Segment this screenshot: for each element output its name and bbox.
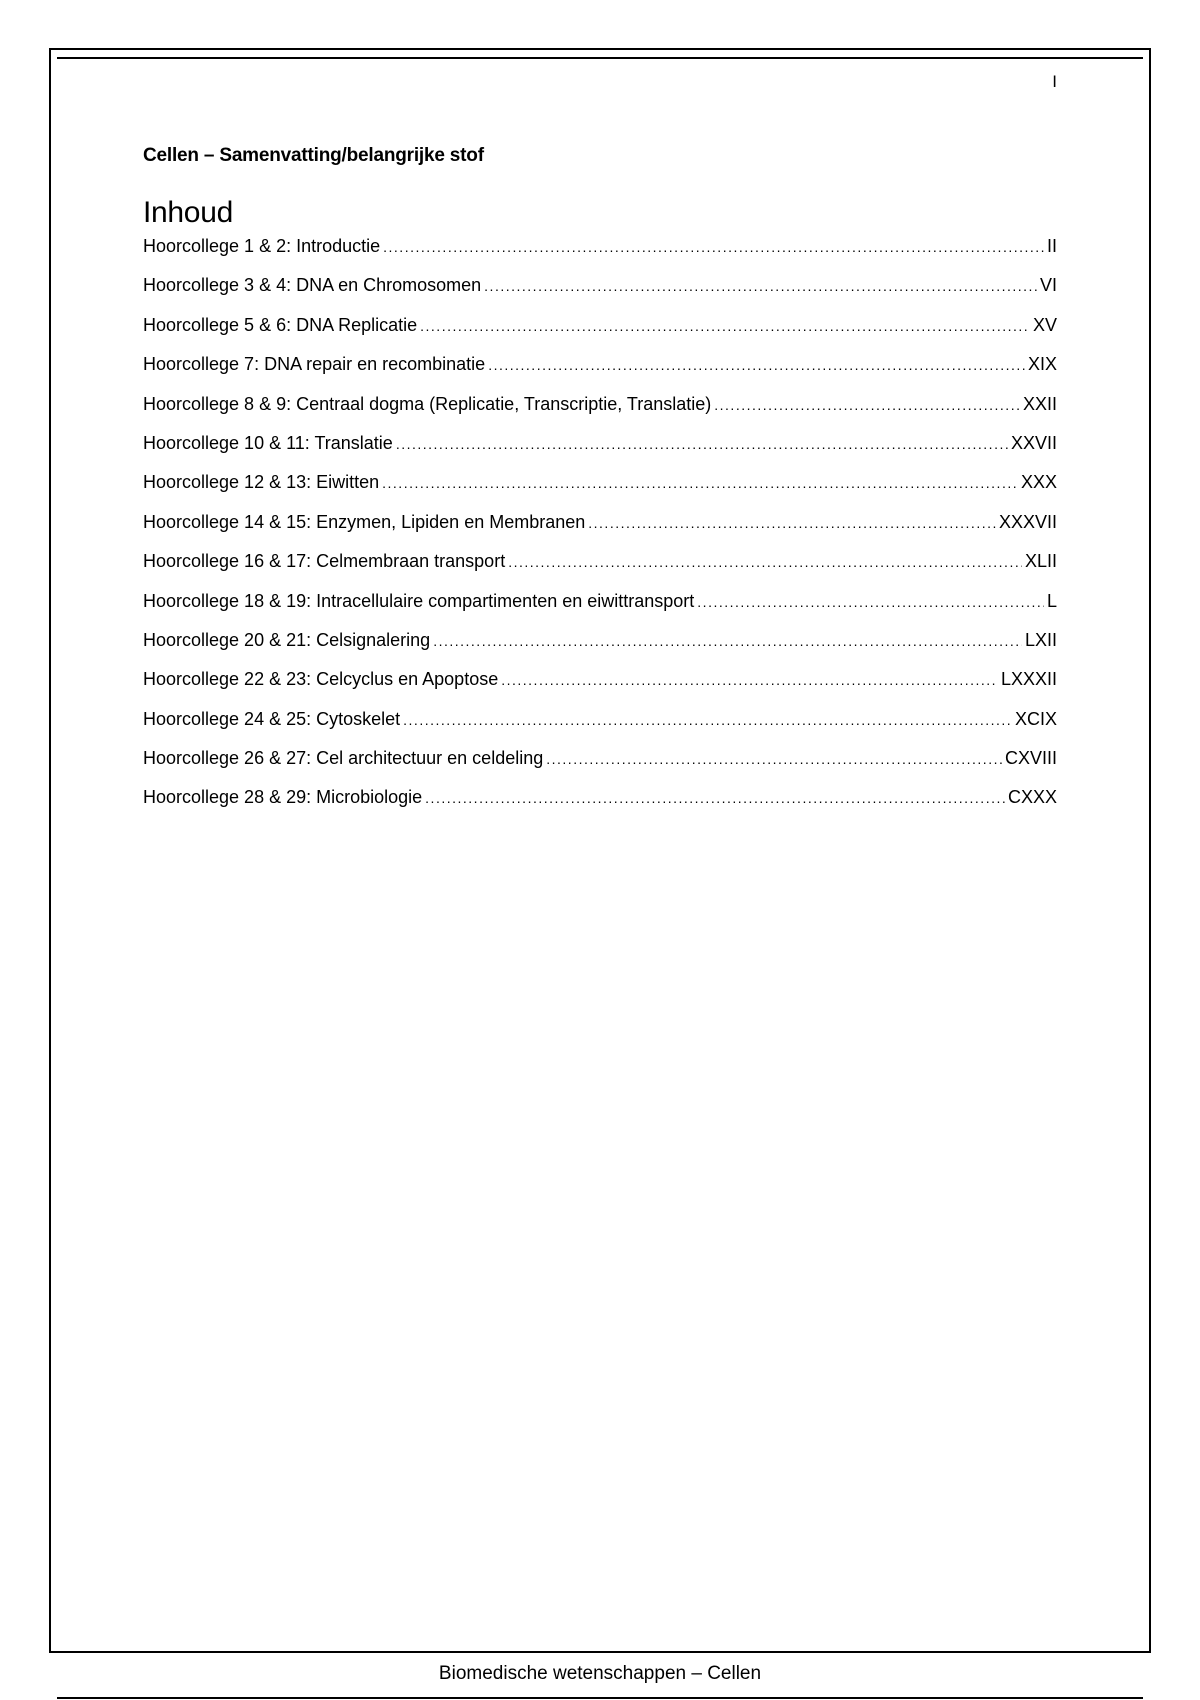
toc-entry-page: XXVII (1010, 432, 1057, 453)
toc-entry[interactable] (143, 551, 1057, 590)
toc-entry-label: Hoorcollege 7: DNA repair en recombinatie (143, 354, 486, 375)
header-rule (57, 57, 1143, 59)
table-of-contents (143, 236, 1057, 827)
toc-entry-page: VI (1039, 275, 1057, 296)
toc-entry[interactable] (143, 787, 1057, 826)
toc-entry[interactable] (143, 433, 1057, 472)
toc-entry-page: XLII (1024, 551, 1057, 572)
toc-entry-page: LXII (1024, 629, 1057, 650)
toc-entry[interactable] (143, 315, 1057, 354)
toc-dot-leader (488, 357, 1025, 373)
toc-dot-leader (403, 712, 1012, 728)
toc-dot-leader (383, 239, 1044, 255)
toc-dot-leader (508, 554, 1022, 570)
toc-dot-leader (588, 515, 996, 531)
toc-entry-label: Hoorcollege 12 & 13: Eiwitten (143, 472, 380, 493)
toc-entry-page: L (1046, 590, 1057, 611)
toc-entry[interactable] (143, 236, 1057, 275)
toc-entry-label: Hoorcollege 16 & 17: Celmembraan transport (143, 551, 506, 572)
toc-entry-label: Hoorcollege 14 & 15: Enzymen, Lipiden en Membranen (143, 511, 586, 532)
toc-entry-label: Hoorcollege 20 & 21: Celsignalering (143, 629, 431, 650)
toc-entry[interactable] (143, 472, 1057, 511)
toc-entry[interactable] (143, 354, 1057, 393)
toc-dot-leader (382, 475, 1018, 491)
document-title: Cellen – Samenvatting/belangrijke stof (143, 145, 484, 166)
toc-entry-page: XXII (1022, 393, 1057, 414)
toc-dot-leader (396, 436, 1008, 452)
toc-entry-page: II (1046, 236, 1057, 256)
toc-entry[interactable] (143, 709, 1057, 748)
page-number: I (1052, 72, 1057, 91)
toc-entry-page: XV (1032, 314, 1057, 335)
toc-entry-page: XXXVII (998, 511, 1057, 532)
toc-entry[interactable] (143, 512, 1057, 551)
toc-entry[interactable] (143, 591, 1057, 630)
toc-dot-leader (420, 318, 1030, 334)
toc-entry-label: Hoorcollege 24 & 25: Cytoskelet (143, 708, 401, 729)
toc-entry-label: Hoorcollege 10 & 11: Translatie (143, 432, 393, 453)
toc-heading: Inhoud (143, 196, 233, 229)
toc-entry-label: Hoorcollege 1 & 2: Introductie (143, 236, 381, 256)
page-footer: Biomedische wetenschappen – Cellen (438, 1663, 762, 1684)
toc-entry-label: Hoorcollege 5 & 6: DNA Replicatie (143, 314, 418, 335)
toc-entry-page: XXX (1020, 472, 1057, 493)
toc-entry-page: XIX (1027, 354, 1057, 375)
toc-entry-label: Hoorcollege 18 & 19: Intracellulaire compartimenten en eiwittransport (143, 590, 695, 611)
toc-dot-leader (501, 672, 998, 688)
toc-entry-page: LXXXII (1000, 669, 1057, 690)
toc-dot-leader (484, 278, 1037, 294)
toc-entry-label: Hoorcollege 8 & 9: Centraal dogma (Replicatie, Transcriptie, Translatie) (143, 393, 712, 414)
toc-entry[interactable] (143, 669, 1057, 708)
toc-entry-page: CXVIII (1004, 748, 1057, 769)
toc-entry-label: Hoorcollege 26 & 27: Cel architectuur en celdeling (143, 748, 544, 769)
toc-entry-label: Hoorcollege 22 & 23: Celcyclus en Apoptose (143, 669, 499, 690)
toc-dot-leader (425, 790, 1005, 806)
toc-dot-leader (433, 633, 1022, 649)
toc-entry[interactable] (143, 630, 1057, 669)
toc-entry[interactable] (143, 748, 1057, 787)
toc-dot-leader (546, 751, 1002, 767)
footer-rule (57, 1697, 1143, 1699)
toc-entry-page: CXXX (1007, 787, 1057, 808)
toc-dot-leader (697, 594, 1044, 610)
toc-entry[interactable] (143, 275, 1057, 314)
toc-entry-label: Hoorcollege 28 & 29: Microbiologie (143, 787, 423, 808)
toc-entry-page: XCIX (1014, 708, 1057, 729)
toc-dot-leader (714, 397, 1020, 413)
toc-entry-label: Hoorcollege 3 & 4: DNA en Chromosomen (143, 275, 482, 296)
toc-entry[interactable] (143, 394, 1057, 433)
